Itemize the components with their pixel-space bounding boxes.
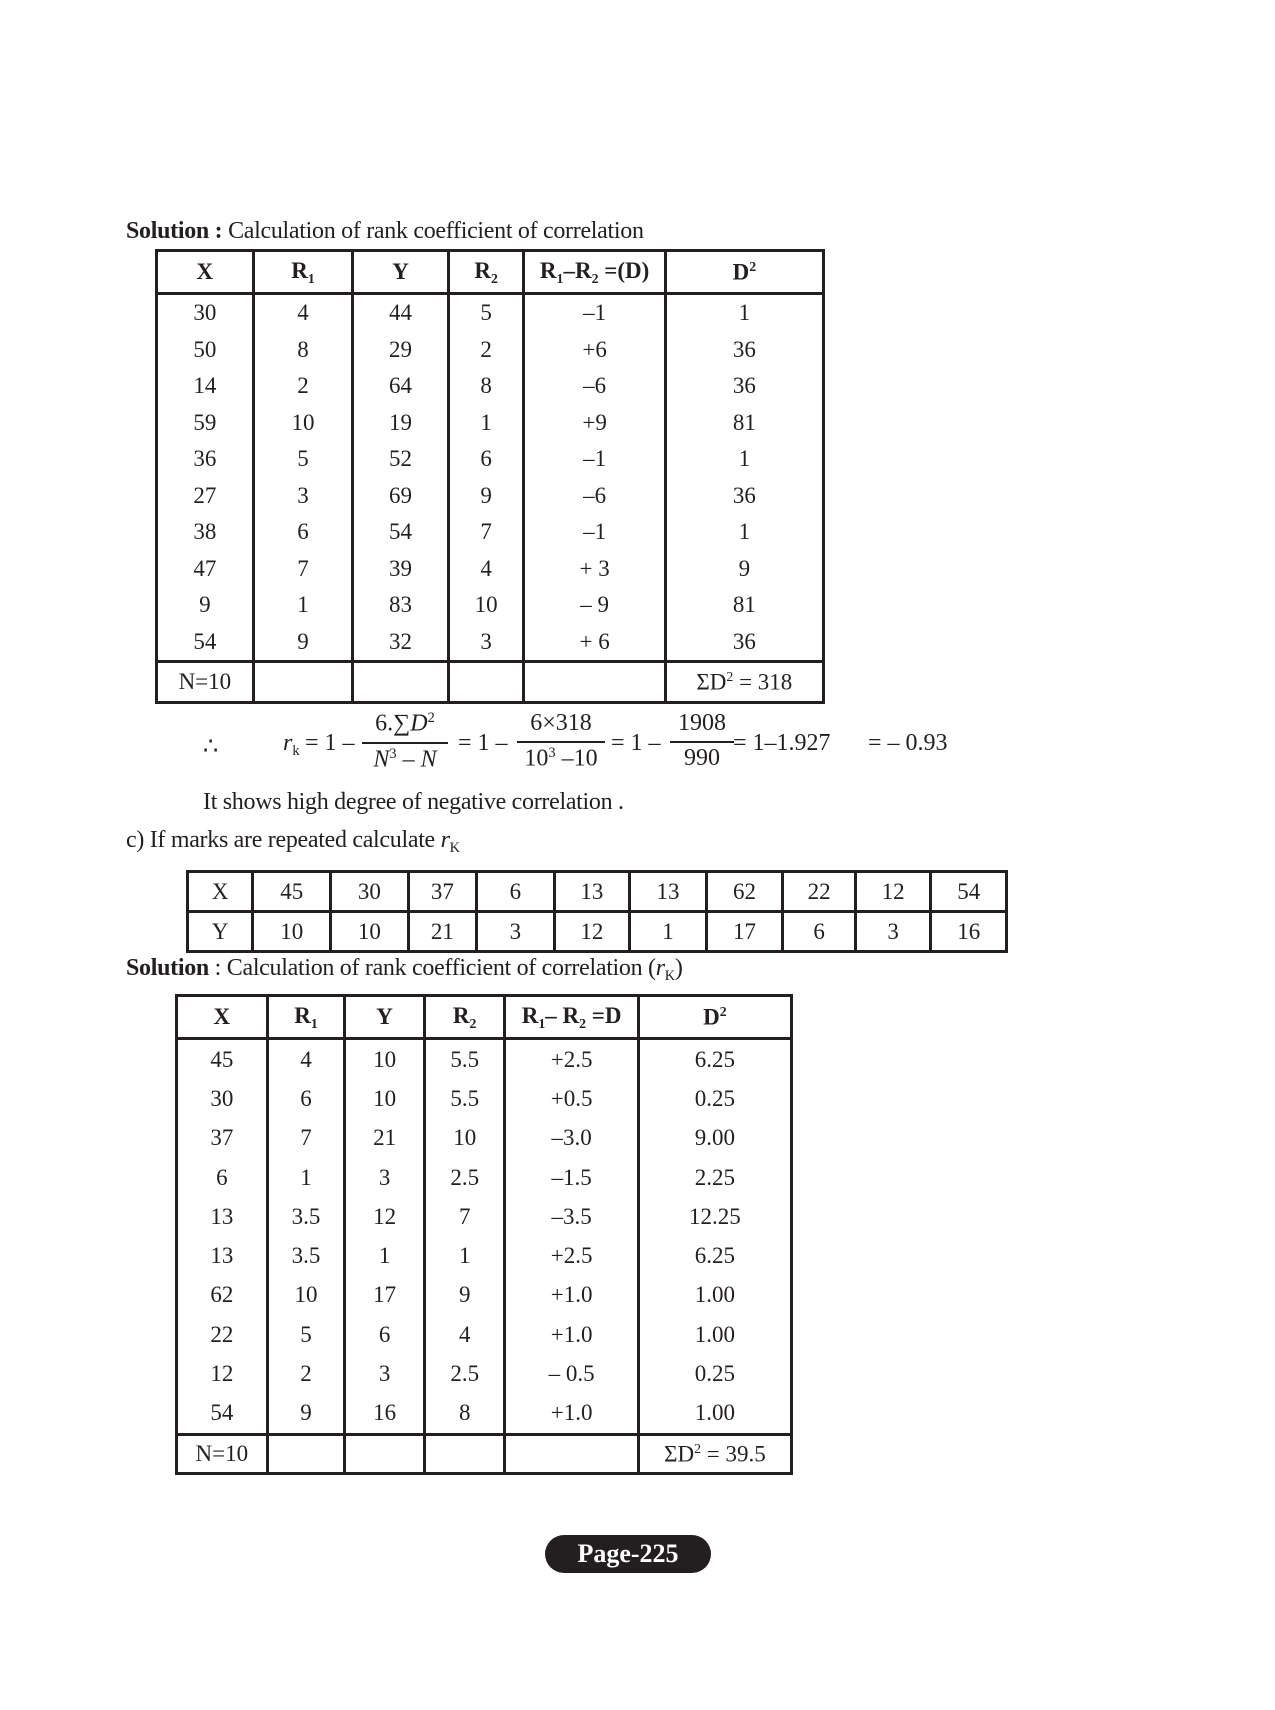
- question-cell: 37: [408, 872, 477, 912]
- col-r1: $R_1$: [253, 251, 353, 294]
- table-cell: 4: [253, 294, 353, 332]
- table-cell: 5: [448, 294, 524, 332]
- page-number-badge: Page-225: [545, 1535, 711, 1573]
- table-cell: 7: [267, 1119, 345, 1158]
- table-cell: 6: [253, 514, 353, 551]
- table-cell: 0.25: [638, 1079, 791, 1118]
- table-cell: 64: [353, 368, 449, 405]
- table-header-row: [157, 251, 824, 294]
- table-cell: 45: [177, 1039, 268, 1080]
- table-cell: 3.5: [267, 1236, 345, 1275]
- table-cell: –1: [524, 294, 665, 332]
- col-d2: $D^2$: [638, 996, 791, 1039]
- table-cell: – 9: [524, 587, 665, 624]
- col-x: X: [157, 251, 254, 294]
- table-cell: 1: [448, 405, 524, 442]
- table-row: [157, 587, 824, 624]
- question-x-label: X: [188, 872, 253, 912]
- table-cell: 1: [665, 294, 823, 332]
- fraction-3: $\frac{1908}{990}$: [670, 710, 734, 772]
- table-cell: +1.0: [505, 1276, 638, 1315]
- table-cell: 52: [353, 441, 449, 478]
- table-cell: +6: [524, 332, 665, 369]
- table-cell: 2.25: [638, 1158, 791, 1197]
- question-cell: 30: [331, 872, 409, 912]
- table-cell: 7: [253, 551, 353, 588]
- table-row: [177, 1276, 792, 1315]
- formula-eq1: = 1 –: [305, 730, 355, 756]
- table-cell: 22: [177, 1315, 268, 1354]
- table-row: [177, 1236, 792, 1275]
- table-cell: 30: [177, 1079, 268, 1118]
- table-cell: –6: [524, 478, 665, 515]
- col-r1: $R_1$: [267, 996, 345, 1039]
- table-cell: –3.0: [505, 1119, 638, 1158]
- formula-eq4: = 1–1.927: [733, 730, 831, 756]
- question-cell: 21: [408, 912, 477, 952]
- table-cell: 9: [267, 1394, 345, 1435]
- table-cell: 9: [253, 624, 353, 662]
- table-cell: 54: [177, 1394, 268, 1435]
- table-cell: 81: [665, 405, 823, 442]
- table-cell: 16: [345, 1394, 425, 1435]
- table-row: [157, 624, 824, 662]
- formula-rk: $r_k$: [283, 730, 300, 760]
- table-cell: 59: [157, 405, 254, 442]
- table-row: [157, 441, 824, 478]
- table-cell: 14: [157, 368, 254, 405]
- fraction-2: $\frac{6\times 318}{10^3 -10}$: [517, 710, 605, 773]
- table-cell: 32: [353, 624, 449, 662]
- table-cell: 21: [345, 1119, 425, 1158]
- table-cell: 10: [424, 1119, 505, 1158]
- table-cell: 30: [157, 294, 254, 332]
- question-cell: 16: [931, 912, 1007, 952]
- table-cell: 13: [177, 1197, 268, 1236]
- table-cell: 69: [353, 478, 449, 515]
- table-cell: +2.5: [505, 1236, 638, 1275]
- table-row: [177, 1039, 792, 1080]
- therefore-symbol: ∴: [203, 734, 219, 760]
- table-cell: 12: [177, 1354, 268, 1393]
- table-row: [177, 1197, 792, 1236]
- rank-table-2: [175, 994, 793, 1475]
- question-cell: 13: [554, 872, 630, 912]
- table-cell: 50: [157, 332, 254, 369]
- formula-eq3: = 1 –: [611, 730, 661, 756]
- table-cell: 6: [177, 1158, 268, 1197]
- rank-table-1: [155, 249, 825, 704]
- table-cell: 8: [253, 332, 353, 369]
- table-cell: 4: [424, 1315, 505, 1354]
- table-row: [177, 1158, 792, 1197]
- question-cell: 3: [855, 912, 931, 952]
- table-cell: 36: [665, 624, 823, 662]
- table-cell: 5: [267, 1315, 345, 1354]
- total-n: N=10: [157, 662, 254, 703]
- table-cell: 1: [267, 1158, 345, 1197]
- table-cell: 5.5: [424, 1079, 505, 1118]
- table-cell: 6.25: [638, 1236, 791, 1275]
- table-cell: 39: [353, 551, 449, 588]
- table-cell: 36: [157, 441, 254, 478]
- table-row: [157, 294, 824, 332]
- table-cell: +0.5: [505, 1079, 638, 1118]
- table-cell: 9: [665, 551, 823, 588]
- question-table: [186, 870, 1008, 953]
- table-cell: 10: [345, 1039, 425, 1080]
- table-cell: 5: [253, 441, 353, 478]
- table-cell: 38: [157, 514, 254, 551]
- question-cell: 10: [253, 912, 331, 952]
- col-x: X: [177, 996, 268, 1039]
- table-cell: 5.5: [424, 1039, 505, 1080]
- part-c-heading: c) If marks are repeated calculate $r_K$: [126, 827, 460, 857]
- solution-heading-2: Solution : Calculation of rank coefficient of correlation $(r_K)$: [126, 955, 683, 985]
- table-cell: 54: [353, 514, 449, 551]
- table-cell: 9: [448, 478, 524, 515]
- col-y: Y: [353, 251, 449, 294]
- table-cell: + 3: [524, 551, 665, 588]
- table-cell: 10: [267, 1276, 345, 1315]
- table-cell: 2: [267, 1354, 345, 1393]
- table-cell: –1.5: [505, 1158, 638, 1197]
- table-row: [157, 405, 824, 442]
- formula-result: = – 0.93: [868, 730, 948, 756]
- total-d2: $\Sigma D^2 = 318$: [665, 662, 823, 703]
- table-cell: 6: [448, 441, 524, 478]
- table-cell: 1.00: [638, 1394, 791, 1435]
- table-cell: 10: [253, 405, 353, 442]
- table-cell: 8: [448, 368, 524, 405]
- table-cell: + 6: [524, 624, 665, 662]
- table-cell: –3.5: [505, 1197, 638, 1236]
- table-total-row: [177, 1434, 792, 1473]
- table-row: [177, 1394, 792, 1435]
- question-x-row: [188, 872, 1007, 912]
- table-cell: 36: [665, 332, 823, 369]
- table-cell: 0.25: [638, 1354, 791, 1393]
- table-cell: 1: [665, 441, 823, 478]
- table-cell: 6: [267, 1079, 345, 1118]
- question-cell: 12: [855, 872, 931, 912]
- solution-label: Solution: [126, 955, 209, 981]
- question-cell: 54: [931, 872, 1007, 912]
- table-cell: 19: [353, 405, 449, 442]
- table-cell: +9: [524, 405, 665, 442]
- table-cell: 2.5: [424, 1354, 505, 1393]
- question-cell: 22: [783, 872, 856, 912]
- table-cell: 1: [253, 587, 353, 624]
- question-cell: 6: [783, 912, 856, 952]
- table-cell: 8: [424, 1394, 505, 1435]
- col-y: Y: [345, 996, 425, 1039]
- table-cell: 7: [424, 1197, 505, 1236]
- table-cell: 37: [177, 1119, 268, 1158]
- table-row: [177, 1315, 792, 1354]
- table-cell: 36: [665, 368, 823, 405]
- table-cell: 54: [157, 624, 254, 662]
- fraction-1: $\frac{6.\sum D^2}{N^3 - N}$: [362, 710, 448, 773]
- table-cell: 1.00: [638, 1315, 791, 1354]
- table-cell: 1: [665, 514, 823, 551]
- table-cell: 17: [345, 1276, 425, 1315]
- question-cell: 3: [477, 912, 555, 952]
- table-cell: 10: [345, 1079, 425, 1118]
- table-cell: –1: [524, 514, 665, 551]
- table-cell: 13: [177, 1236, 268, 1275]
- table-cell: 6: [345, 1315, 425, 1354]
- table-row: [157, 332, 824, 369]
- table-total-row: [157, 662, 824, 703]
- table-row: [157, 514, 824, 551]
- solution-text: Calculation of rank coefficient of correlation: [228, 218, 644, 244]
- table-cell: 9.00: [638, 1119, 791, 1158]
- formula-eq2: = 1 –: [458, 730, 508, 756]
- table-cell: 3: [253, 478, 353, 515]
- table-cell: 1: [345, 1236, 425, 1275]
- question-cell: 13: [630, 872, 707, 912]
- table-cell: 1: [424, 1236, 505, 1275]
- table-cell: 62: [177, 1276, 268, 1315]
- table-cell: 2: [253, 368, 353, 405]
- table-cell: 6.25: [638, 1039, 791, 1080]
- table-cell: 83: [353, 587, 449, 624]
- total-n: N=10: [177, 1434, 268, 1473]
- conclusion-text: It shows high degree of negative correlation .: [203, 789, 624, 815]
- table-cell: 3: [448, 624, 524, 662]
- table-cell: 44: [353, 294, 449, 332]
- table-cell: 12.25: [638, 1197, 791, 1236]
- table-cell: 47: [157, 551, 254, 588]
- question-cell: 6: [477, 872, 555, 912]
- table-cell: –6: [524, 368, 665, 405]
- table-cell: 3: [345, 1354, 425, 1393]
- table-cell: 10: [448, 587, 524, 624]
- col-r2: $R_2$: [424, 996, 505, 1039]
- table-row: [157, 368, 824, 405]
- table-cell: –1: [524, 441, 665, 478]
- table-header-row: [177, 996, 792, 1039]
- table-row: [157, 551, 824, 588]
- question-cell: 45: [253, 872, 331, 912]
- table-cell: +2.5: [505, 1039, 638, 1080]
- table-row: [177, 1119, 792, 1158]
- table-cell: 81: [665, 587, 823, 624]
- table-cell: 27: [157, 478, 254, 515]
- col-r2: $R_2$: [448, 251, 524, 294]
- table-cell: – 0.5: [505, 1354, 638, 1393]
- table-row: [177, 1079, 792, 1118]
- table-row: [157, 478, 824, 515]
- table-cell: 36: [665, 478, 823, 515]
- table-cell: 4: [448, 551, 524, 588]
- table-cell: 2.5: [424, 1158, 505, 1197]
- question-cell: 17: [706, 912, 783, 952]
- table-cell: 29: [353, 332, 449, 369]
- question-cell: 12: [554, 912, 630, 952]
- table-cell: 7: [448, 514, 524, 551]
- total-d2: $\Sigma D^2 = 39.5$: [638, 1434, 791, 1473]
- table-cell: 4: [267, 1039, 345, 1080]
- table-cell: +1.0: [505, 1394, 638, 1435]
- col-d: $R_1-$ $R_2 =D$: [505, 996, 638, 1039]
- question-cell: 62: [706, 872, 783, 912]
- col-d2: $D^2$: [665, 251, 823, 294]
- solution-label: Solution :: [126, 218, 223, 244]
- table-cell: 3: [345, 1158, 425, 1197]
- question-y-row: [188, 912, 1007, 952]
- question-cell: 1: [630, 912, 707, 952]
- question-cell: 10: [331, 912, 409, 952]
- table-cell: +1.0: [505, 1315, 638, 1354]
- table-cell: 9: [424, 1276, 505, 1315]
- table-cell: 9: [157, 587, 254, 624]
- table-cell: 3.5: [267, 1197, 345, 1236]
- solution-heading-1: [126, 218, 644, 245]
- table-row: [177, 1354, 792, 1393]
- table-cell: 1.00: [638, 1276, 791, 1315]
- question-y-label: Y: [188, 912, 253, 952]
- table-cell: 2: [448, 332, 524, 369]
- col-d: $R_1-R_2 =(D)$: [524, 251, 665, 294]
- table-cell: 12: [345, 1197, 425, 1236]
